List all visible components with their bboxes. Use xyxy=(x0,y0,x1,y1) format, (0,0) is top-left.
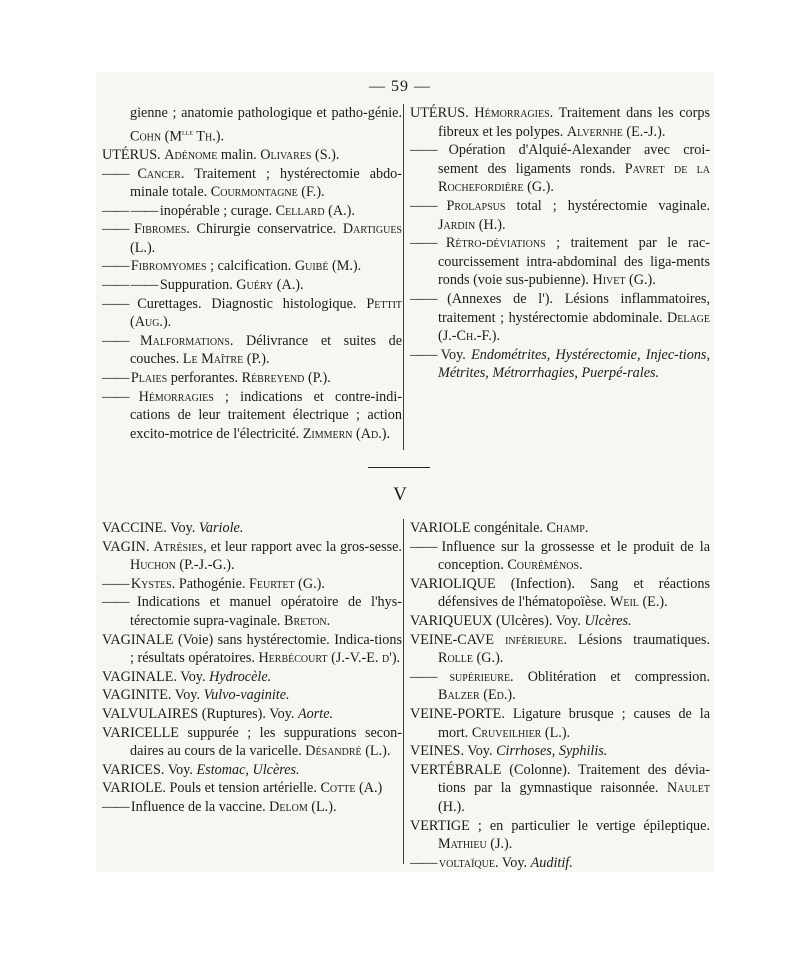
entry-subheading: Plaies xyxy=(130,370,168,387)
entry-heading: VAGINALE xyxy=(102,631,178,648)
entry-author: Courmontagne (F.). xyxy=(210,184,325,201)
index-entry xyxy=(102,724,402,761)
entry-text: (Annexes de l'). Lésions inflammatoires, traitement ; hystérectomie abdominale. xyxy=(438,290,710,326)
entry-subheading: Adénome xyxy=(164,146,218,163)
entry-text: Voy. xyxy=(498,854,531,871)
entry-heading: VARIOLIQUE xyxy=(410,575,511,592)
entry-text: malin. xyxy=(217,146,261,163)
index-entry xyxy=(410,519,710,538)
index-entry xyxy=(410,538,710,575)
index-entry xyxy=(102,705,402,724)
entry-author: Hivet (G.). xyxy=(592,272,656,289)
entry-subheading: Hémorragies xyxy=(138,388,214,405)
entry-text: Pathogénie. xyxy=(175,575,249,592)
entry-subheading: Atrésies, xyxy=(153,538,207,555)
index-entry xyxy=(102,631,402,668)
entry-author: Le Maître (P.). xyxy=(182,351,270,368)
right-column-v xyxy=(410,519,710,872)
entry-text: Voy. xyxy=(180,668,210,685)
entry-subheading: Fibromyomes xyxy=(130,258,207,275)
entry-heading: VERTÉBRALE xyxy=(410,761,510,778)
entry-text: Opération d'Alquié-Alexander avec croi-sement des ligaments ronds. xyxy=(438,142,710,177)
entry-text: Voy. xyxy=(170,520,199,536)
entry-text: Traitement dans les corps fibreux et les polypes. xyxy=(438,105,710,140)
entry-subheading: Cancer. xyxy=(137,165,185,182)
entry-dash: —— xyxy=(410,235,446,252)
entry-author: Feurtet (G.). xyxy=(248,575,325,592)
entry-text: et leur rapport avec la gros-sesse. xyxy=(206,538,402,555)
entry-dash: —— xyxy=(410,346,441,363)
entry-text: Pouls et tension artérielle. xyxy=(169,780,321,797)
index-entry xyxy=(102,798,402,817)
entry-dash: —— xyxy=(102,575,131,592)
entry-author: Cotte (A.) xyxy=(320,780,383,797)
entry-text: inopérable ; curage. xyxy=(159,202,276,219)
entry-text: Oblitération et compression. xyxy=(513,668,711,685)
entry-author: Cruveilhier (L.). xyxy=(471,724,571,741)
index-entry xyxy=(102,257,402,276)
entry-author: Désandré (L.). xyxy=(305,743,391,760)
entry-heading: VEINES. xyxy=(410,743,468,760)
entry-text: Curettages. Diagnostic histologique. xyxy=(137,295,367,312)
entry-author: Delom (L.). xyxy=(269,798,337,815)
index-entry xyxy=(102,538,402,575)
index-entry xyxy=(102,668,402,687)
index-entry xyxy=(102,519,402,538)
entry-subheading: Prolapsus xyxy=(446,197,506,214)
entry-text: congénitale. xyxy=(473,520,547,536)
entry-author-title: lle xyxy=(182,126,194,137)
entry-author: Guibé (M.). xyxy=(294,258,362,275)
entry-heading: VARICELLE xyxy=(102,724,188,741)
index-entry xyxy=(410,668,710,705)
entry-text: (Ruptures). Voy. xyxy=(201,705,299,722)
page-number: — 59 — xyxy=(369,78,431,95)
index-entry xyxy=(410,742,710,761)
entry-author: Weil (E.). xyxy=(609,594,668,611)
entry-author: Huchon (P.-J.-G.). xyxy=(130,557,235,574)
index-entry xyxy=(410,575,710,612)
entry-author: Zimmern (Ad.). xyxy=(302,425,391,442)
entry-author: Delage (J.-Ch.-F.). xyxy=(438,309,710,345)
entry-dash: —— xyxy=(410,142,449,159)
entry-see-also: Cirrhoses, Syphilis. xyxy=(496,743,608,760)
index-entry xyxy=(410,234,710,290)
entry-author: Rébreyend (P.). xyxy=(241,370,331,387)
entry-author: Cellard (A.). xyxy=(275,202,355,219)
entry-heading: VEINE-PORTE. xyxy=(410,705,513,722)
entry-author: Jardin (H.). xyxy=(438,216,506,233)
entry-subheading: Hémorragies. xyxy=(474,105,554,121)
entry-author: Olivares (S.). xyxy=(260,146,340,163)
entry-author: Champ. xyxy=(546,520,589,536)
entry-see-also: Endométrites, Hystérectomie, Injec-tions, Métrites, Métrorrhagies, Puerpé-rales. xyxy=(438,346,710,382)
entry-text: Suppuration. xyxy=(159,277,237,294)
entry-dash: —— —— xyxy=(102,277,160,294)
entry-dash: —— xyxy=(102,295,138,312)
entry-text: total ; hystérectomie vaginale. xyxy=(505,197,711,214)
entry-subheading: Malformations. xyxy=(139,332,234,349)
index-entry xyxy=(410,854,710,873)
entry-heading: VALVULAIRES xyxy=(102,705,202,722)
index-entry xyxy=(410,104,710,141)
entry-text: (Infection). Sang et réactions défensives de l'hématopoïèse. xyxy=(438,575,710,611)
entry-heading: VERTIGE xyxy=(410,817,478,834)
entry-heading: VARIOLE. xyxy=(102,780,170,797)
index-entry xyxy=(410,705,710,742)
entry-subheading: supérieure. xyxy=(449,668,514,685)
entry-text: gienne ; anatomie pathologique et patho-génie. xyxy=(130,105,402,121)
entry-heading: VARICES. xyxy=(102,761,168,778)
entry-text: Ligature brusque ; causes de la mort. xyxy=(438,705,710,741)
entry-text: (Voie) sans hystérectomie. Indica-tions ; résultats opératoires. xyxy=(130,631,402,667)
entry-see-also: Vulvo-vaginite. xyxy=(203,687,290,704)
index-entry xyxy=(102,276,402,295)
entry-see-also: Hydrocèle. xyxy=(209,668,272,685)
entry-text: ; calcification. xyxy=(206,258,295,275)
entry-text: Indications et manuel opératoire de l'hys-térectomie supra-vaginale. xyxy=(130,594,402,629)
index-entry xyxy=(410,631,710,668)
entry-subheading: Kystes. xyxy=(130,575,176,592)
entry-author: Breton. xyxy=(284,612,331,629)
index-entry xyxy=(102,202,402,221)
entry-subheading: Rétro-déviations xyxy=(445,235,546,252)
index-entry xyxy=(102,593,402,630)
right-column-u xyxy=(410,104,710,383)
index-entry xyxy=(410,612,710,631)
entry-text: ; indications et contre-indi-cations de leur traitement électrique ; action excito-motrice de l'électricité. xyxy=(130,388,403,442)
index-entry xyxy=(102,779,402,798)
entry-text: Chirurgie conservatrice. xyxy=(189,221,343,238)
section-letter: V xyxy=(393,484,407,505)
entry-author: Rolle (G.). xyxy=(438,650,504,667)
entry-see-also: Aorte. xyxy=(298,705,334,722)
entry-author: Pavret de la Rochefordière (G.). xyxy=(438,160,710,196)
entry-text: ; en particulier le vertige épileptique. xyxy=(477,817,711,834)
entry-author: Mathieu (J.). xyxy=(438,836,513,853)
entry-dash: —— xyxy=(102,165,138,182)
entry-text: Voy. xyxy=(440,346,472,363)
entry-text: Délivrance et suites de couches. xyxy=(130,332,402,368)
index-entry xyxy=(102,388,402,444)
entry-see-also: Estomac, Ulcères. xyxy=(196,761,300,778)
entry-author: Alvernhe (E.-J.). xyxy=(566,123,666,140)
entry-see-also: Variole. xyxy=(198,520,244,536)
index-entry xyxy=(410,346,710,383)
index-entry xyxy=(410,141,710,197)
entry-dash: —— xyxy=(410,668,450,685)
entry-author: Guéry (A.). xyxy=(236,277,304,294)
entry-text: ; traitement par le rac-courcissement intra-abdominal des liga-ments ronds (voie sus-pubienne). xyxy=(438,235,711,289)
entry-dash: —— —— xyxy=(102,202,160,219)
index-entry xyxy=(102,332,402,369)
column-divider xyxy=(403,519,404,864)
index-entry xyxy=(102,146,402,165)
left-column-u xyxy=(102,104,402,443)
entry-author: Naulet (H.). xyxy=(438,780,710,815)
entry-heading: VEINE-CAVE xyxy=(410,631,506,648)
entry-text: (Colonne). Traitement des dévia-tions par la gymnastique raisonnée. xyxy=(438,761,710,797)
entry-text: Voy. xyxy=(467,743,497,760)
entry-heading: VAGINALE. xyxy=(102,668,181,685)
entry-text: Influence de la vaccine. xyxy=(130,798,270,815)
index-entry xyxy=(102,686,402,705)
index-entry xyxy=(102,761,402,780)
entry-text: Lésions traumatiques. xyxy=(566,631,710,648)
index-entry xyxy=(410,290,710,346)
entry-heading: UTÉRUS. xyxy=(102,146,165,163)
entry-text: Influence sur la grossesse et le produit de la conception. xyxy=(438,538,711,574)
entry-text: Voy. xyxy=(167,761,197,778)
index-entry xyxy=(410,817,710,854)
entry-see-also: Ulcères. xyxy=(584,612,632,629)
index-entry xyxy=(102,369,402,388)
index-entry xyxy=(410,197,710,234)
entry-dash: —— xyxy=(102,258,131,275)
entry-author: Couréménos. xyxy=(507,557,583,574)
entry-dash: —— xyxy=(102,370,131,387)
entry-dash: —— xyxy=(102,594,137,611)
index-entry xyxy=(102,165,402,202)
entry-dash: —— xyxy=(410,290,448,307)
entry-heading: VAGIN. xyxy=(102,538,154,555)
entry-dash: —— xyxy=(102,332,140,349)
entry-author: Balzer (Ed.). xyxy=(438,687,516,704)
entry-dash: —— xyxy=(102,221,134,238)
entry-dash: —— xyxy=(410,197,447,214)
entry-subheading: Fibromes. xyxy=(133,221,190,238)
entry-heading: VACCINE. xyxy=(102,520,171,536)
entry-subheading: voltaïque. xyxy=(438,854,499,871)
entry-text: Voy. xyxy=(174,687,204,704)
section-rule xyxy=(368,467,430,468)
entry-author: Dartigues (L.). xyxy=(130,221,402,256)
entry-see-also: Auditif. xyxy=(530,854,573,871)
entry-dash: —— xyxy=(410,538,442,555)
entry-text: Traitement ; hystérectomie abdo-minale totale. xyxy=(130,165,403,201)
entry-text: (Ulcères). Voy. xyxy=(496,612,585,629)
entry-dash: —— xyxy=(102,798,131,815)
entry-author: Cohn (M xyxy=(130,128,183,145)
entry-author: Pettit (Aug.). xyxy=(130,295,403,331)
entry-heading: VARIOLE xyxy=(410,520,474,536)
entry-heading: VAGINITE. xyxy=(102,687,175,704)
entry-author: Herbécourt (J.-V.-E. d'). xyxy=(258,650,401,667)
entry-author: Th.). xyxy=(193,128,225,145)
left-column-v xyxy=(102,519,402,817)
entry-heading: VARIQUEUX xyxy=(410,612,497,629)
column-divider xyxy=(403,104,404,450)
entry-heading: UTÉRUS. xyxy=(410,105,475,121)
entry-dash: —— xyxy=(410,854,439,871)
index-entry xyxy=(102,220,402,257)
index-entry xyxy=(410,761,710,817)
entry-text: perforantes. xyxy=(167,370,242,387)
entry-subheading: inférieure. xyxy=(505,631,567,648)
entry-dash: —— xyxy=(102,388,139,405)
index-entry xyxy=(102,295,402,332)
entry-text: suppurée ; les suppurations secon-daires au cours de la varicelle. xyxy=(130,724,402,760)
index-entry xyxy=(102,104,402,146)
index-entry xyxy=(102,575,402,594)
